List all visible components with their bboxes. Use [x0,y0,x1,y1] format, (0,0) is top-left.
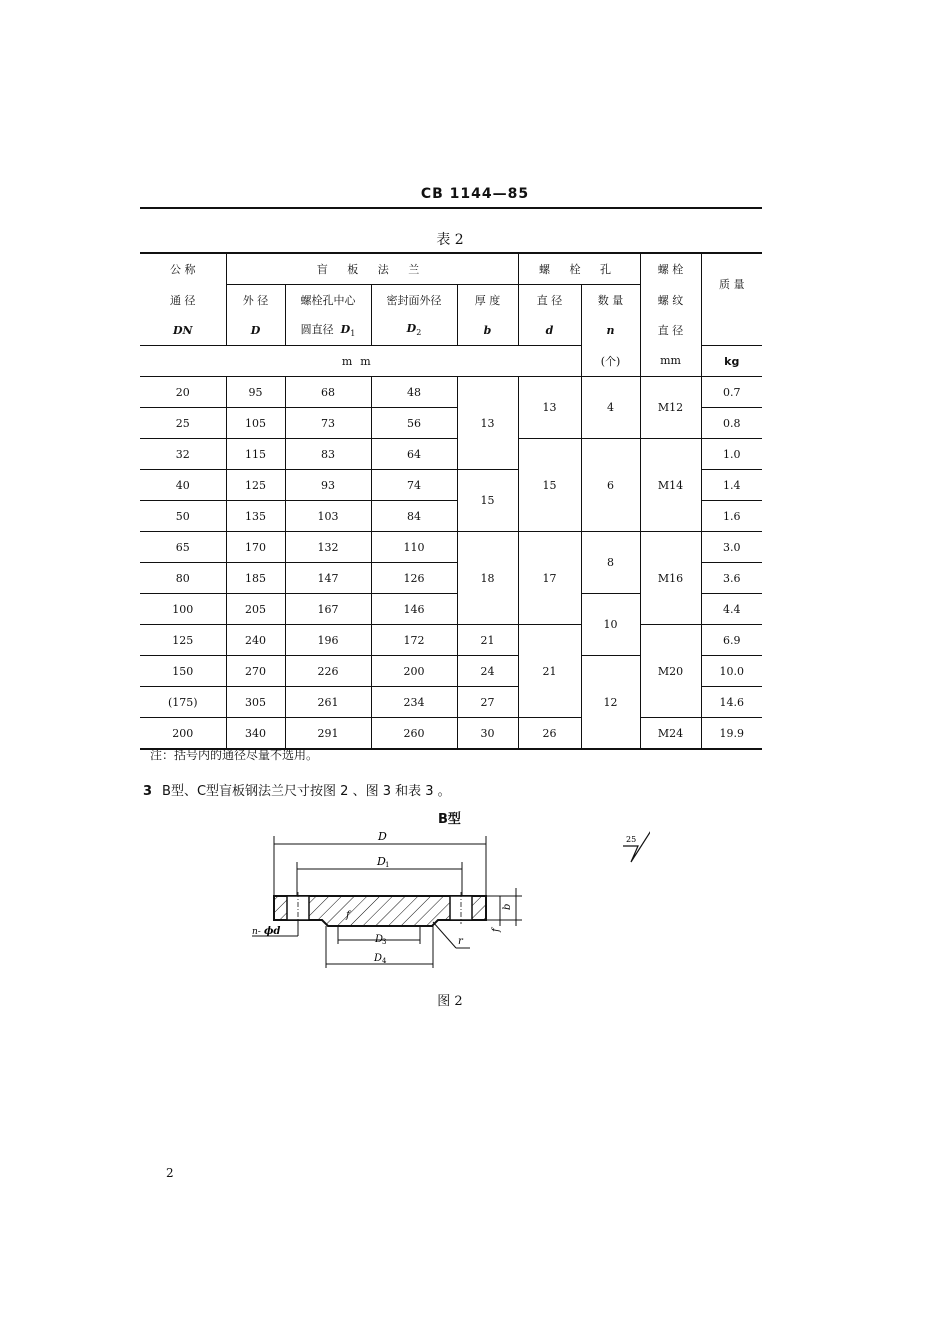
cell-bolt: M12 [640,377,701,439]
unit-mm-bolt: mm [640,346,701,377]
cell-mass: 3.6 [701,563,762,594]
cell-pcd: 68 [285,377,371,408]
header-thickness: 厚 度 [457,285,518,316]
cell-mass: 6.9 [701,625,762,656]
cell-od: 170 [226,532,285,563]
header-bolt-line2: 螺 纹 [640,285,701,316]
cell-od: 185 [226,563,285,594]
cell-thickness: 24 [457,656,518,687]
label-phi-d: ϕd [264,926,281,937]
cell-mass: 4.4 [701,594,762,625]
cell-quantity: 10 [581,594,640,656]
cell-quantity: 12 [581,656,640,750]
header-seal: 密封面外径 [371,285,457,316]
header-quantity-symbol: n [581,315,640,346]
header-thickness-symbol: b [457,315,518,346]
cell-pcd: 73 [285,408,371,439]
cell-quantity: 8 [581,532,640,594]
cell-od: 105 [226,408,285,439]
flange-dimension-table [140,252,762,750]
cell-pcd: 167 [285,594,371,625]
cell-diameter: 13 [518,377,581,439]
cell-seal: 56 [371,408,457,439]
cell-dn: 32 [140,439,226,470]
cell-dn: 50 [140,501,226,532]
cell-mass: 1.6 [701,501,762,532]
cell-dn: 80 [140,563,226,594]
table-caption: 表 2 [436,232,464,248]
page-number: 2 [166,1166,174,1180]
cell-pcd: 261 [285,687,371,718]
cell-thickness: 21 [457,625,518,656]
label-D: D [378,830,387,843]
cell-mass: 10.0 [701,656,762,687]
cell-seal: 126 [371,563,457,594]
unit-mm: mm [140,346,581,377]
section-text: B型、C型盲板钢法兰尺寸按图 2 、图 3 和表 3 。 [162,784,451,799]
cell-bolt: M20 [640,625,701,718]
section-number: 3 [143,784,153,799]
section-3-paragraph [143,780,451,799]
cell-thickness: 18 [457,532,518,625]
cell-bolt: M14 [640,439,701,532]
cell-seal: 172 [371,625,457,656]
cell-quantity: 6 [581,439,640,532]
document-code: CB 1144—85 [420,186,530,202]
cell-dn: 20 [140,377,226,408]
label-D4: D [374,953,383,964]
cell-pcd: 132 [285,532,371,563]
cell-seal: 110 [371,532,457,563]
unit-kg: kg [701,346,762,377]
cell-thickness: 13 [457,377,518,470]
cell-diameter: 26 [518,718,581,750]
cell-mass: 14.6 [701,687,762,718]
cell-seal: 200 [371,656,457,687]
cell-pcd: 291 [285,718,371,750]
header-od: 外 径 [226,285,285,316]
cell-od: 95 [226,377,285,408]
header-bolt-line1: 螺 栓 [640,253,701,285]
label-D3-subscript: 3 [382,938,387,946]
cell-bolt: M24 [640,718,701,750]
header-dn-line2: 通 径 [140,285,226,316]
cell-dn: 125 [140,625,226,656]
header-bolt-hole: 螺 栓 孔 [518,253,640,285]
cell-bolt: M16 [640,532,701,625]
cell-seal: 48 [371,377,457,408]
label-n: n- [252,927,261,937]
header-blind-flange: 盲 板 法 兰 [226,253,518,285]
cell-mass: 19.9 [701,718,762,750]
cell-mass: 0.7 [701,377,762,408]
cell-mass: 1.0 [701,439,762,470]
cell-dn: 200 [140,718,226,750]
header-seal-symbol: $D_2$ [371,315,457,346]
header-quantity: 数 量 [581,285,640,316]
label-r: r [458,936,463,947]
label-D1: D [377,855,386,868]
cell-od: 240 [226,625,285,656]
cell-diameter: 21 [518,625,581,718]
cell-mass: 0.8 [701,408,762,439]
cell-od: 125 [226,470,285,501]
cell-diameter: 17 [518,532,581,625]
cell-diameter: 15 [518,439,581,532]
header-mass: 质 量 [701,253,762,346]
header-diameter: 直 径 [518,285,581,316]
header-dn-line1: 公 称 [140,253,226,285]
cell-pcd: 93 [285,470,371,501]
label-D4-subscript: 4 [382,957,387,965]
cell-pcd: 226 [285,656,371,687]
cell-dn: 40 [140,470,226,501]
header-rule [140,207,762,209]
cell-od: 205 [226,594,285,625]
header-bolt-line3: 直 径 [640,315,701,346]
cell-od: 340 [226,718,285,750]
label-f: f [346,910,350,921]
roughness-value: 25 [626,835,637,844]
cell-pcd: 147 [285,563,371,594]
table-note: 注：括号内的通径尽量不选用。 [150,748,319,762]
cell-thickness: 15 [457,470,518,532]
cell-seal: 74 [371,470,457,501]
header-dn-symbol: DN [140,315,226,346]
cell-pcd: 196 [285,625,371,656]
cell-od: 270 [226,656,285,687]
cell-seal: 84 [371,501,457,532]
header-diameter-symbol: d [518,315,581,346]
cell-od: 135 [226,501,285,532]
cell-seal: 146 [371,594,457,625]
cell-dn: 150 [140,656,226,687]
cell-od: 305 [226,687,285,718]
cell-pcd: 103 [285,501,371,532]
figure-caption: 图 2 [437,994,463,1009]
unit-pieces: (个) [581,346,640,377]
cell-thickness: 27 [457,687,518,718]
label-D3: D [375,934,384,945]
label-D1-subscript: 1 [385,861,390,869]
cell-od: 115 [226,439,285,470]
roughness-symbol-icon [623,826,650,862]
cell-dn: 100 [140,594,226,625]
label-f2: f [491,928,502,932]
flange-drawing [250,822,650,972]
header-od-symbol: D [226,315,285,346]
cell-seal: 64 [371,439,457,470]
cell-mass: 3.0 [701,532,762,563]
header-pcd-line1: 螺栓孔中心 [285,285,371,316]
cell-seal: 260 [371,718,457,750]
figure-type-label: B型 [438,812,461,827]
label-b: b [502,903,513,910]
cell-dn: (175) [140,687,226,718]
header-pcd-line2: 圆直径 $D_1$ [285,315,371,346]
cell-mass: 1.4 [701,470,762,501]
cell-dn: 65 [140,532,226,563]
cell-dn: 25 [140,408,226,439]
cell-thickness: 30 [457,718,518,750]
cell-seal: 234 [371,687,457,718]
cell-quantity: 4 [581,377,640,439]
cell-pcd: 83 [285,439,371,470]
